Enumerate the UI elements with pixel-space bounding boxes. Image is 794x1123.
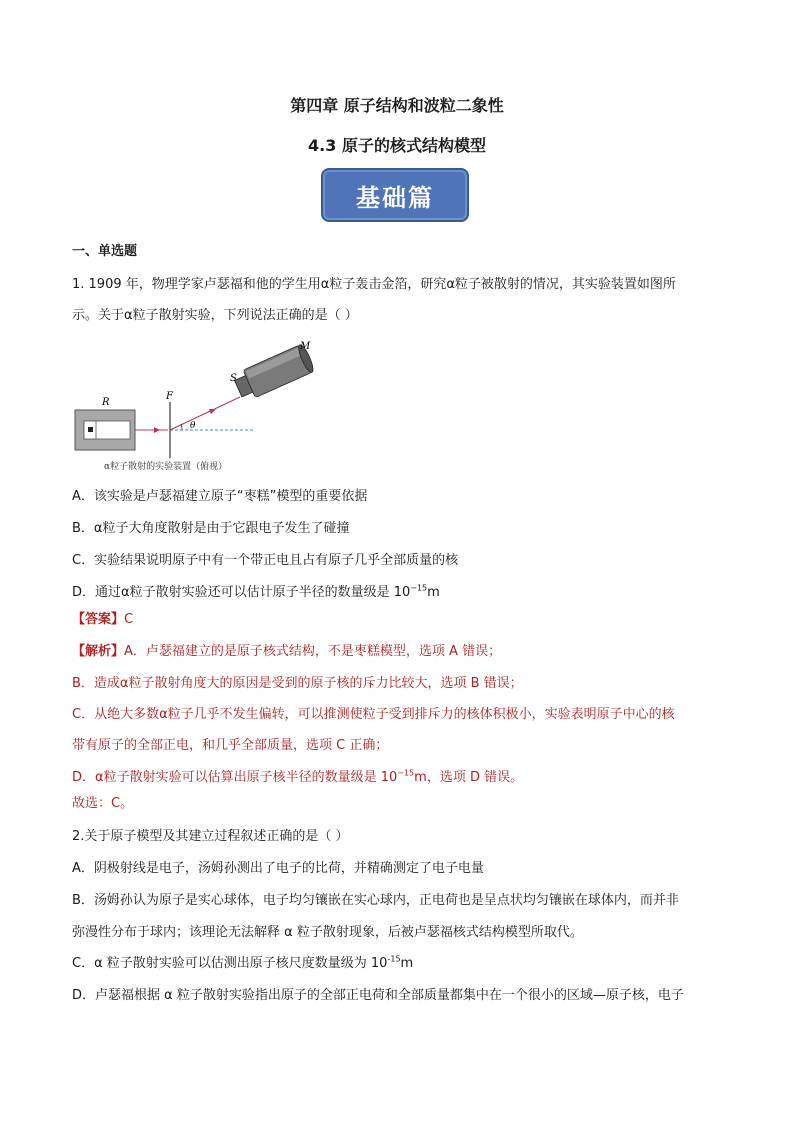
q1-option-d-unit: m bbox=[427, 585, 440, 600]
scattered-beam bbox=[170, 397, 240, 430]
q1-option-d-exponent: −15 bbox=[410, 583, 428, 593]
q1-option-c: C．实验结果说明原子中有一个带正电且占有原子几乎全部质量的核 bbox=[72, 553, 459, 568]
analysis-label: 【解析】 bbox=[72, 644, 125, 659]
q2-option-c-text: C．α 粒子散射实验可以估测出原子核尺度数量级为 10 bbox=[72, 956, 388, 971]
label-M: M bbox=[300, 341, 311, 352]
q1-option-d bbox=[72, 584, 440, 602]
q1-analysis-a bbox=[72, 643, 501, 661]
q1-analysis-c2: 带有原子的全部正电，和几乎全部质量，选项 C 正确； bbox=[72, 738, 389, 753]
q1-option-b: B．α粒子大角度散射是由于它跟电子发生了碰撞 bbox=[72, 521, 350, 536]
answer-value: C bbox=[124, 612, 134, 627]
answer-label: 【答案】 bbox=[72, 612, 125, 627]
q2-option-b-line2: 弥漫性分布于球内；该理论无法解释 α 粒子散射现象，后被卢瑟福核式结构模型所取代。 bbox=[72, 925, 583, 940]
figure-caption: α粒子散射的实验装置（俯视） bbox=[104, 462, 228, 472]
q1-analysis-b: B．造成α粒子散射角度大的原因是受到的原子核的斥力比较大，选项 B 错误； bbox=[72, 676, 523, 691]
q1-answer bbox=[72, 611, 133, 629]
label-R: R bbox=[102, 397, 110, 408]
microscope bbox=[232, 343, 315, 402]
label-F: F bbox=[166, 391, 173, 402]
q2-option-c-exponent: -15 bbox=[387, 954, 401, 964]
q1-conclusion: 故选：C。 bbox=[72, 796, 134, 811]
section-heading: 一、单选题 bbox=[72, 244, 138, 259]
level-badge: 基础篇 bbox=[321, 168, 469, 222]
q2-option-c-unit: m bbox=[400, 956, 414, 971]
q2-option-c bbox=[72, 955, 413, 973]
label-S: S bbox=[230, 373, 237, 384]
analysis-d-exponent: −15 bbox=[397, 768, 415, 778]
q1-option-d-text: D．通过α粒子散射实验还可以估计原子半径的数量级是 10 bbox=[72, 585, 411, 600]
analysis-d-tail: m，选项 D 错误。 bbox=[414, 770, 524, 785]
q2-option-a: A．阴极射线是电子，汤姆孙测出了电子的比荷，并精确测定了电子电量 bbox=[72, 861, 484, 876]
q1-option-a: A．该实验是卢瑟福建立原子“枣糕”模型的重要依据 bbox=[72, 489, 368, 504]
q1-stem-line1: 1. 1909 年，物理学家卢瑟福和他的学生用α粒子轰击金箔，研究α粒子被散射的情况，其实验装置如图所 bbox=[72, 277, 676, 292]
analysis-a-text: A．卢瑟福建立的是原子核式结构，不是枣糕模型，选项 A 错误； bbox=[124, 644, 502, 659]
chapter-title: 第四章 原子结构和波粒二象性 bbox=[290, 96, 504, 115]
q2-option-b-line1: B．汤姆孙认为原子是实心球体，电子均匀镶嵌在实心球内，正电荷也是呈点状均匀镶嵌在球体内，而并非 bbox=[72, 893, 679, 908]
q1-analysis-d bbox=[72, 769, 523, 787]
lesson-title: 4.3 原子的核式结构模型 bbox=[308, 136, 486, 155]
scattering-apparatus-diagram bbox=[72, 338, 322, 458]
label-theta: θ bbox=[190, 421, 196, 431]
q1-stem-line2: 示。关于α粒子散射实验，下列说法正确的是（ ） bbox=[72, 308, 358, 323]
q2-stem: 2.关于原子模型及其建立过程叙述正确的是（ ） bbox=[72, 829, 349, 844]
q1-analysis-c1: C．从绝大多数α粒子几乎不发生偏转，可以推测使粒子受到排斥力的核体积极小，实验表明原子中心的核 bbox=[72, 707, 675, 722]
q2-option-d: D．卢瑟福根据 α 粒子散射实验指出原子的全部正电荷和全部质量都集中在一个很小的区域—原子核，电子 bbox=[72, 988, 684, 1003]
analysis-d-text: D．α粒子散射实验可以估算出原子核半径的数量级是 10 bbox=[72, 770, 398, 785]
